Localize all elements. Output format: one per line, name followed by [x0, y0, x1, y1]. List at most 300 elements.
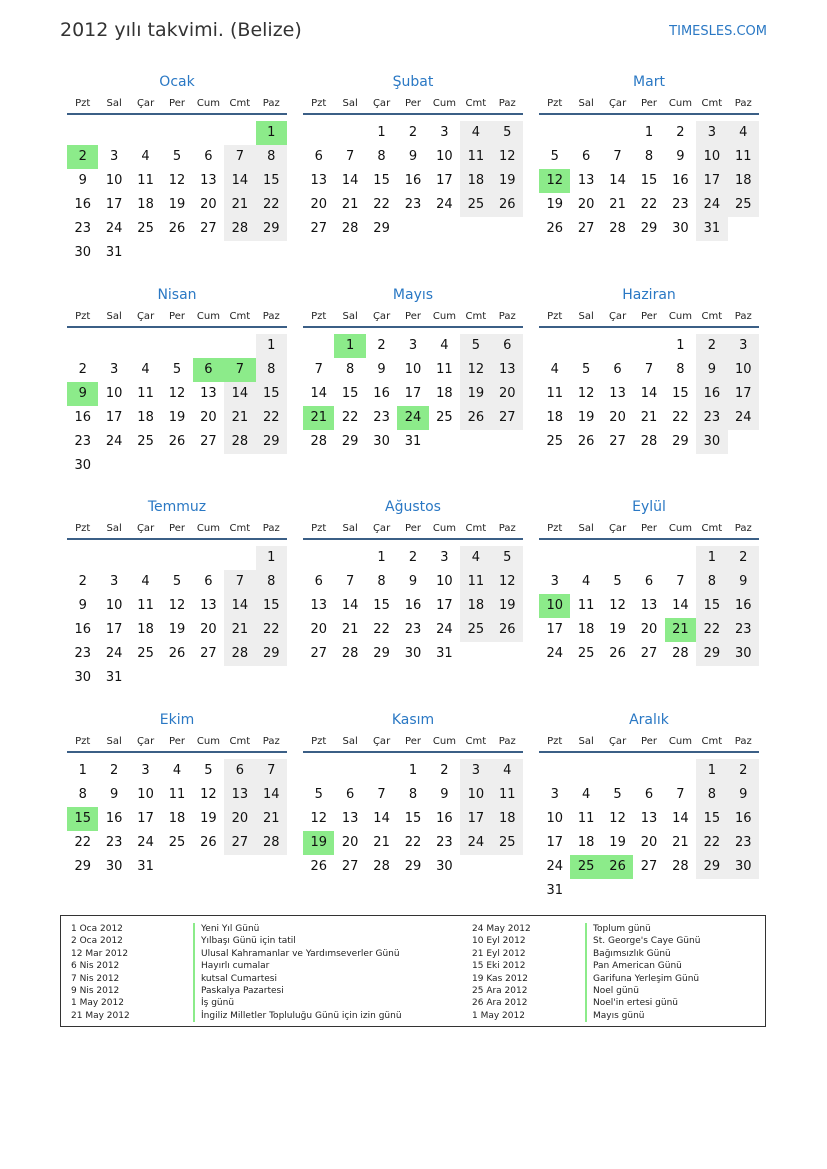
day-cell: 9 [408, 574, 418, 589]
weekday-header-row [67, 735, 287, 751]
holiday-day-cell: 24 [397, 406, 428, 430]
day-cell: 22 [373, 622, 390, 637]
day-cell: 3 [440, 125, 449, 140]
day-cell: 1 [676, 338, 685, 353]
day-cell: 13 [310, 598, 327, 613]
day-cell: 6 [204, 574, 213, 589]
day-cell: 30 [696, 430, 727, 454]
day-cell: 4 [460, 546, 491, 570]
day-cell: 13 [640, 598, 658, 613]
weekday-header: Sal [106, 311, 122, 322]
weekday-header: Pzt [75, 311, 91, 322]
day-cell: 9 [78, 173, 87, 188]
day-cell: 24 [105, 221, 123, 236]
weekday-header: Cum [668, 98, 692, 109]
day-cell: 21 [672, 835, 689, 850]
month-divider [539, 751, 759, 753]
weekday-header: Sal [342, 736, 358, 747]
weekday-header: Cmt [701, 311, 723, 322]
day-cell: 12 [168, 386, 186, 401]
day-cell: 17 [436, 173, 453, 188]
day-cell: 31 [105, 670, 123, 685]
month-name: Eylül [632, 499, 666, 515]
day-cell: 24 [436, 622, 453, 637]
weekday-header: Cmt [701, 523, 723, 534]
weekday-header: Pzt [311, 523, 327, 534]
day-cell: 1 [696, 546, 727, 570]
day-cell: 25 [577, 646, 595, 661]
legend-date: 1 May 2012 [472, 1010, 525, 1021]
legend-date: 12 Mar 2012 [71, 948, 129, 959]
day-cell: 5 [492, 121, 523, 145]
day-cell: 22 [341, 410, 359, 425]
legend-holiday-name: Garifuna Yerleşim Günü [585, 973, 700, 985]
month-divider [303, 113, 523, 115]
weekday-header-row [67, 310, 287, 326]
weekday-header: Çar [372, 523, 391, 534]
day-cell: 22 [696, 831, 727, 855]
legend-date: 21 Eyl 2012 [472, 948, 526, 959]
weekday-header: Pzt [311, 736, 327, 747]
legend-holiday-name: Yeni Yıl Günü [193, 923, 402, 935]
day-cell: 10 [404, 362, 422, 377]
month-name: Kasım [391, 712, 435, 728]
day-cell: 10 [105, 598, 123, 613]
weekday-header: Cum [432, 311, 456, 322]
month-divider [539, 538, 759, 540]
day-cell: 18 [436, 386, 453, 401]
day-cell: 2 [676, 125, 685, 140]
day-cell: 17 [546, 835, 563, 850]
day-cell: 11 [546, 386, 563, 401]
legend-date: 21 May 2012 [71, 1010, 130, 1021]
day-cell: 15 [696, 807, 727, 831]
month-block [303, 73, 523, 273]
weekday-header-row [67, 97, 287, 113]
weekday-header-row [303, 310, 523, 326]
day-cell: 5 [172, 149, 182, 164]
holiday-legend [60, 915, 766, 1027]
day-cell: 31 [436, 646, 453, 661]
month-name: Ağustos [385, 499, 441, 515]
day-cell: 8 [676, 362, 685, 377]
day-cell: 19 [609, 622, 626, 637]
weekday-header: Cum [196, 311, 220, 322]
day-cell: 18 [728, 169, 759, 193]
day-cell: 16 [404, 173, 422, 188]
weekday-header: Cum [432, 98, 456, 109]
day-cell: 8 [408, 787, 418, 802]
day-cell: 4 [440, 338, 449, 353]
day-cell: 15 [672, 386, 689, 401]
legend-holiday-name: Pan American Günü [585, 960, 700, 972]
day-cell: 29 [672, 434, 689, 449]
day-cell: 28 [224, 430, 255, 454]
day-cell: 19 [577, 410, 595, 425]
day-cell: 3 [141, 763, 150, 778]
day-cell: 13 [577, 173, 595, 188]
day-cell: 12 [492, 570, 523, 594]
day-cell: 22 [256, 406, 287, 430]
day-cell: 28 [609, 221, 626, 236]
day-cell: 20 [200, 410, 217, 425]
day-cell: 31 [105, 245, 123, 260]
day-cell: 27 [609, 434, 626, 449]
day-cell: 21 [373, 835, 390, 850]
day-cell: 12 [168, 598, 186, 613]
day-cell: 2 [728, 759, 759, 783]
day-cell: 26 [460, 406, 491, 430]
weekday-header: Çar [136, 736, 155, 747]
day-cell: 23 [672, 197, 689, 212]
day-cell: 13 [224, 783, 255, 807]
weekday-header: Paz [498, 523, 516, 534]
day-cell: 7 [644, 362, 654, 377]
day-cell: 16 [404, 598, 422, 613]
day-cell: 26 [492, 618, 523, 642]
day-cell: 7 [345, 149, 355, 164]
weekday-header: Çar [372, 311, 391, 322]
day-cell: 27 [310, 221, 327, 236]
day-cell: 23 [728, 831, 759, 855]
day-cell: 3 [440, 550, 449, 565]
day-cell: 11 [137, 598, 154, 613]
day-cell: 20 [200, 197, 217, 212]
weekday-header: Per [641, 736, 657, 747]
weekday-header: Pzt [547, 736, 563, 747]
month-block [303, 286, 523, 486]
day-cell: 14 [609, 173, 626, 188]
day-cell: 29 [74, 859, 91, 874]
weekday-header: Çar [608, 736, 627, 747]
day-cell: 29 [404, 859, 422, 874]
day-cell: 11 [436, 362, 453, 377]
day-cell: 11 [460, 145, 491, 169]
month-divider [539, 113, 759, 115]
weekday-header: Paz [498, 98, 516, 109]
day-cell: 17 [546, 622, 563, 637]
day-cell: 26 [310, 859, 327, 874]
day-cell: 20 [341, 835, 359, 850]
day-cell: 25 [137, 221, 154, 236]
day-cell: 15 [696, 594, 727, 618]
day-cell: 1 [696, 759, 727, 783]
holiday-day-cell: 7 [224, 358, 255, 382]
day-cell: 7 [224, 570, 255, 594]
day-cell: 24 [105, 434, 123, 449]
day-cell: 9 [696, 358, 727, 382]
day-cell: 2 [408, 125, 418, 140]
holiday-day-cell: 9 [67, 382, 98, 406]
day-cell: 25 [728, 193, 759, 217]
weekday-header: Cmt [701, 736, 723, 747]
day-cell: 23 [74, 646, 91, 661]
weekday-header: Pzt [311, 311, 327, 322]
day-cell: 8 [256, 570, 287, 594]
day-cell: 17 [436, 598, 453, 613]
day-cell: 6 [644, 787, 654, 802]
weekday-header: Sal [578, 523, 594, 534]
day-cell: 20 [577, 197, 595, 212]
day-cell: 26 [168, 221, 186, 236]
day-cell: 5 [172, 362, 182, 377]
day-cell: 21 [640, 410, 658, 425]
day-cell: 14 [310, 386, 327, 401]
day-cell: 1 [408, 763, 418, 778]
day-cell: 16 [672, 173, 689, 188]
day-cell: 17 [728, 382, 759, 406]
day-cell: 28 [640, 434, 658, 449]
day-cell: 20 [310, 197, 327, 212]
weekday-header: Paz [734, 311, 752, 322]
day-cell: 9 [78, 598, 87, 613]
legend-date: 9 Nis 2012 [71, 985, 120, 996]
month-divider [67, 538, 287, 540]
day-cell: 21 [224, 193, 255, 217]
day-cell: 25 [137, 646, 154, 661]
month-block [539, 711, 759, 911]
day-cell: 11 [577, 811, 595, 826]
day-cell: 2 [78, 362, 87, 377]
weekday-header: Pzt [75, 736, 91, 747]
weekday-header: Paz [262, 523, 280, 534]
holiday-day-cell: 21 [303, 406, 334, 430]
day-cell: 27 [224, 831, 255, 855]
day-cell: 12 [200, 787, 217, 802]
day-cell: 24 [105, 646, 123, 661]
weekday-header: Sal [342, 523, 358, 534]
day-cell: 29 [696, 642, 727, 666]
day-cell: 8 [345, 362, 355, 377]
day-cell: 13 [200, 598, 217, 613]
weekday-header: Per [641, 311, 657, 322]
day-cell: 1 [377, 550, 386, 565]
day-cell: 25 [460, 618, 491, 642]
site-brand-link[interactable]: TIMESLES.COM [669, 24, 767, 39]
holiday-day-cell: 15 [67, 807, 98, 831]
day-cell: 6 [644, 574, 654, 589]
legend-left-dates [71, 923, 130, 1022]
day-cell: 10 [546, 811, 563, 826]
day-cell: 31 [404, 434, 422, 449]
weekday-header: Çar [372, 98, 391, 109]
month-block [67, 711, 287, 911]
day-cell: 21 [224, 618, 255, 642]
day-cell: 20 [200, 622, 217, 637]
day-cell: 22 [672, 410, 689, 425]
day-cell: 13 [200, 173, 217, 188]
day-cell: 14 [341, 173, 359, 188]
legend-holiday-name: Mayıs günü [585, 1010, 700, 1022]
day-cell: 18 [546, 410, 563, 425]
weekday-header: Çar [136, 523, 155, 534]
month-name: Temmuz [147, 499, 207, 515]
legend-holiday-name: İş günü [193, 997, 402, 1009]
day-cell: 11 [137, 173, 154, 188]
legend-holiday-name: Hayırlı cumalar [193, 960, 402, 972]
weekday-header: Per [405, 98, 421, 109]
day-cell: 5 [314, 787, 323, 802]
day-cell: 22 [696, 618, 727, 642]
day-cell: 19 [546, 197, 563, 212]
day-cell: 29 [256, 642, 287, 666]
day-cell: 21 [256, 807, 287, 831]
weekday-header: Cmt [465, 523, 487, 534]
day-cell: 17 [696, 169, 727, 193]
weekday-header: Cum [196, 98, 220, 109]
day-cell: 23 [404, 622, 422, 637]
day-cell: 30 [404, 646, 422, 661]
weekday-header-row [539, 735, 759, 751]
day-cell: 7 [613, 149, 622, 164]
day-cell: 12 [168, 173, 186, 188]
day-cell: 15 [373, 598, 390, 613]
day-cell: 1 [377, 125, 386, 140]
weekday-header: Cmt [229, 523, 251, 534]
page-title: 2012 yılı takvimi. (Belize) [60, 19, 302, 41]
day-cell: 10 [460, 783, 491, 807]
day-cell: 24 [696, 193, 727, 217]
month-divider [67, 751, 287, 753]
day-cell: 16 [105, 811, 123, 826]
day-cell: 3 [109, 574, 119, 589]
day-cell: 6 [345, 787, 355, 802]
weekday-header: Sal [106, 523, 122, 534]
day-cell: 11 [460, 570, 491, 594]
legend-left-names [193, 923, 402, 1022]
weekday-header: Cmt [465, 98, 487, 109]
weekday-header: Paz [734, 523, 752, 534]
day-cell: 15 [404, 811, 422, 826]
day-cell: 8 [256, 145, 287, 169]
month-block [539, 73, 759, 273]
weekday-header: Cum [432, 736, 456, 747]
day-cell: 11 [577, 598, 595, 613]
day-cell: 11 [168, 787, 186, 802]
month-name: Şubat [392, 74, 434, 90]
weekday-header: Sal [342, 311, 358, 322]
month-divider [67, 113, 287, 115]
month-divider [67, 326, 287, 328]
day-cell: 16 [728, 594, 759, 618]
weekday-header: Per [641, 523, 657, 534]
legend-date: 1 Oca 2012 [71, 924, 123, 934]
day-cell: 23 [74, 434, 91, 449]
day-cell: 17 [460, 807, 491, 831]
legend-date: 15 Eki 2012 [472, 961, 526, 972]
day-cell: 2 [728, 546, 759, 570]
legend-date: 1 May 2012 [71, 998, 124, 1009]
legend-holiday-name: Ulusal Kahramanlar ve Yardımseverler Günü [193, 948, 402, 960]
day-cell: 18 [137, 410, 154, 425]
day-cell: 25 [168, 835, 186, 850]
day-cell: 16 [74, 410, 91, 425]
day-cell: 17 [105, 622, 123, 637]
holiday-day-cell: 19 [303, 831, 334, 855]
day-cell: 14 [672, 811, 689, 826]
day-cell: 3 [460, 759, 491, 783]
legend-date: 24 May 2012 [472, 924, 531, 934]
day-cell: 23 [404, 197, 422, 212]
day-cell: 17 [137, 811, 154, 826]
day-cell: 27 [200, 434, 217, 449]
day-cell: 18 [168, 811, 186, 826]
legend-holiday-name: St. George's Caye Günü [585, 935, 700, 947]
weekday-header: Sal [578, 98, 594, 109]
day-cell: 30 [728, 855, 759, 879]
day-cell: 5 [492, 546, 523, 570]
month-block [303, 498, 523, 698]
day-cell: 19 [168, 622, 186, 637]
legend-holiday-name: Bağımsızlık Günü [585, 948, 700, 960]
day-cell: 29 [373, 646, 390, 661]
day-cell: 14 [224, 594, 255, 618]
day-cell: 25 [546, 434, 563, 449]
holiday-day-cell: 25 [570, 855, 601, 879]
day-cell: 1 [78, 763, 87, 778]
month-divider [303, 326, 523, 328]
day-cell: 5 [550, 149, 559, 164]
day-cell: 8 [696, 570, 727, 594]
day-cell: 28 [341, 646, 359, 661]
day-cell: 27 [577, 221, 595, 236]
day-cell: 29 [640, 221, 658, 236]
day-cell: 12 [609, 598, 626, 613]
legend-holiday-name: Paskalya Pazartesi [193, 985, 402, 997]
day-cell: 27 [341, 859, 359, 874]
legend-date: 25 Ara 2012 [472, 985, 528, 996]
weekday-header: Paz [262, 736, 280, 747]
day-cell: 4 [581, 787, 591, 802]
day-cell: 28 [256, 831, 287, 855]
legend-holiday-name: Noel günü [585, 985, 700, 997]
legend-date: 26 Ara 2012 [472, 998, 528, 1009]
weekday-header: Cmt [465, 736, 487, 747]
day-cell: 20 [224, 807, 255, 831]
day-cell: 10 [105, 173, 123, 188]
day-cell: 9 [676, 149, 685, 164]
day-cell: 2 [440, 763, 449, 778]
day-cell: 19 [168, 410, 186, 425]
weekday-header: Cmt [229, 311, 251, 322]
day-cell: 6 [314, 149, 323, 164]
holiday-day-cell: 21 [665, 618, 696, 642]
day-cell: 27 [640, 859, 658, 874]
day-cell: 13 [341, 811, 359, 826]
day-cell: 7 [377, 787, 386, 802]
day-cell: 13 [200, 386, 217, 401]
day-cell: 18 [577, 622, 595, 637]
day-cell: 24 [728, 406, 759, 430]
weekday-header: Pzt [75, 523, 91, 534]
day-cell: 16 [373, 386, 390, 401]
day-cell: 3 [550, 787, 559, 802]
day-cell: 9 [728, 783, 759, 807]
weekday-header: Çar [608, 311, 627, 322]
weekday-header: Per [169, 736, 185, 747]
weekday-header: Sal [578, 736, 594, 747]
weekday-header: Cum [668, 523, 692, 534]
day-cell: 22 [74, 835, 91, 850]
weekday-header: Paz [498, 736, 516, 747]
weekday-header: Per [641, 98, 657, 109]
day-cell: 30 [672, 221, 689, 236]
day-cell: 4 [581, 574, 591, 589]
day-cell: 25 [492, 831, 523, 855]
day-cell: 12 [492, 145, 523, 169]
legend-holiday-name: Toplum günü [585, 923, 700, 935]
day-cell: 28 [224, 217, 255, 241]
